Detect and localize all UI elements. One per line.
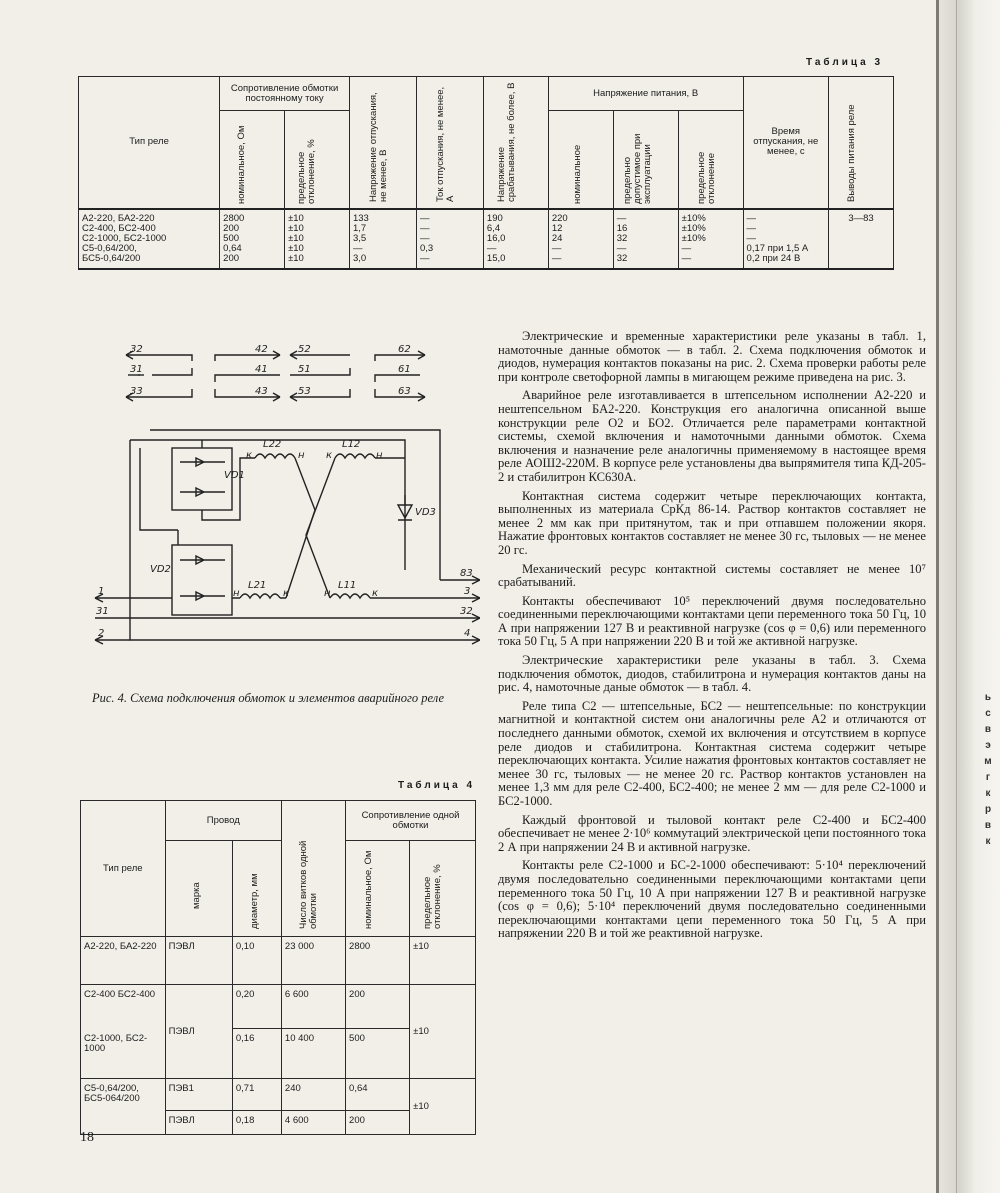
relay-circuit-diagram xyxy=(80,340,480,670)
label-l11: L11 xyxy=(338,580,357,591)
paragraph: Контакты обеспечивают 10⁵ переключений двумя последовательно соединенными переключающими контактами цепи переменного тока 50 Гц, 10 А при напряжении 127 В и реактивной нагрузке (cos φ = 0,6) или переменного тока 50 Гц, 5 А при напряжении 220 В и той же активной нагрузке. xyxy=(498,593,926,649)
t3-head-res-nominal: номинальное, Ом xyxy=(220,111,285,209)
label-n-l22: н xyxy=(298,450,305,461)
paragraph: Электрические характеристики реле указаны в табл. 3. Схема подключения обмоток, диодов, стабилитрона и нумерация контактов даны на рис. 4, намоточные даные обмоток — в табл. 4. xyxy=(498,653,926,695)
label-63: 63 xyxy=(398,386,411,397)
terminal-83: 83 xyxy=(460,568,473,579)
terminal-1: 1 xyxy=(98,586,105,597)
table3 xyxy=(78,76,894,270)
t3-head-supply-voltage: Напряжение питания, В xyxy=(548,77,743,111)
t4-head-type: Тип реле xyxy=(81,801,166,937)
t3-col-sv-deviation: ±10% ±10% ±10% — — xyxy=(678,209,743,269)
label-vd2: VD2 xyxy=(150,564,171,575)
label-l21: L21 xyxy=(248,580,267,591)
t4-head-resistance: Сопротивление одной обмотки xyxy=(346,801,476,841)
t3-head-res-deviation: предельное отклонение, % xyxy=(285,111,350,209)
figure-caption: Рис. 4. Схема подключения обмоток и элементов аварийного реле xyxy=(92,691,445,705)
t3-col-release-voltage: 133 1,7 3,5 — 3,0 xyxy=(349,209,416,269)
t3-head-release-voltage: Напряжение отпускания, не менее, В xyxy=(349,77,416,209)
label-k-l22: к xyxy=(246,450,253,461)
label-62: 62 xyxy=(398,344,411,355)
label-n-l12: н xyxy=(376,450,383,461)
table3-caption: Таблица 3 xyxy=(806,57,884,68)
t3-head-sv-deviation: предельное отклонение xyxy=(678,111,743,209)
paragraph: Каждый фронтовой и тыловой контакт реле С2-400 и БС2-400 обеспечивает не менее 2·10⁶ коммутаций электрической цепи постоянного тока 2 А при напряжении 24 В и активной нагрузке. xyxy=(498,812,926,854)
label-n-l21: н xyxy=(233,588,240,599)
t3-col-release-current: — — — 0,3 — xyxy=(416,209,483,269)
table-row: ПЭВЛ 0,18 4 600 200 xyxy=(81,1111,476,1135)
t3-head-release-current: Ток отпускания, не менее, А xyxy=(416,77,483,209)
t3-col-res-nominal: 2800 200 500 0,64 200 xyxy=(220,209,285,269)
paragraph: Контактная система содержит четыре переключающих контакта, выполненных из материала СрКд 86-14. Раствор контактов составляет не менее 2 мм как при притянутом, так и при отпавшем положении якоря. Нажатие фронтовых контактов составляет не менее 30 гс, тыловых — не менее 20 гс. xyxy=(498,488,926,557)
table-row: С5-0,64/200, БС5-064/200 ПЭВ1 0,71 240 0,64 ±10 xyxy=(81,1079,476,1111)
label-k-l11: к xyxy=(372,588,379,599)
terminal-31: 31 xyxy=(96,606,109,617)
paragraph: Реле типа С2 — штепсельные, БС2 — нештепсельные: по конструкции магнитной и контактной систем они аналогичны реле А2 и отличаются от последнего данными обмоток, схемой их включения и отсутствием в корпусе реле диодов и стабилитрона. Контактная система содержит четыре переключающих контакта. Усилие нажатия фронтовых контактов составляет не менее 30 гс, тыловых — не менее 20 гс. Раствор контактов установлен на менее 1,3 мм для реле С2-400, БС2-400; не менее 2 мм — для реле С2-1000 и БС2-1000. xyxy=(498,698,926,808)
t3-head-sv-max: предельно допустимое при эксплуатации xyxy=(613,111,678,209)
page-edge xyxy=(936,0,939,1193)
label-vd1: VD1 xyxy=(224,470,245,481)
page-edge-secondary xyxy=(956,0,957,1193)
paragraph: Контакты реле С2-1000 и БС-2-1000 обеспечивают: 5·10⁴ переключений двумя последовательно соединенными переключающими контактами цепи переменного тока 50 Гц, 10 А при напряжении 127 В и реактивной нагрузке (cos φ = 0,6); 5·10⁴ переключений двумя последовательно соединенными переключающими контактами цепи переменного тока 50 Гц, 5 А при напряжении 220 В и той же реактивной нагрузке. xyxy=(498,858,926,941)
label-41: 41 xyxy=(255,364,268,375)
label-43: 43 xyxy=(255,386,268,397)
t4-head-turns: Число витков одной обмотки xyxy=(281,801,345,937)
terminal-4: 4 xyxy=(464,628,471,639)
t3-col-operate-voltage: 190 6,4 16,0 — 15,0 xyxy=(483,209,548,269)
terminal-2: 2 xyxy=(98,628,105,639)
table-row: С2-1000, БС2-1000 0,16 10 400 500 xyxy=(81,1029,476,1079)
t3-head-release-time: Время отпускания, не менее, с xyxy=(743,77,829,209)
table4 xyxy=(80,800,476,1135)
paragraph: Аварийное реле изготавливается в штепсельном исполнении А2-220 и нештепсельном БА2-220. Конструкция его аналогична описанной выше конструкции реле О2 и БО2. Отличается реле параметрами контактной системы, схемой включения и намоточными данными обмоток. Схема включения и назначение реле аналогичны применяемому в настоящее время реле АОШ2-220М. В корпусе реле установлены два выпрямителя типа КД-205-2 и стабилитрон КС630А. xyxy=(498,388,926,484)
label-33: 33 xyxy=(130,386,143,397)
t3-col-leads: 3—83 xyxy=(829,209,894,269)
t3-col-type: А2-220, БА2-220 С2-400, БС2-400 С2-1000, БС2-1000 С5-0,64/200, БС5-0,64/200 xyxy=(79,209,220,269)
label-61: 61 xyxy=(398,364,411,375)
label-k-l21: к xyxy=(283,588,290,599)
label-52: 52 xyxy=(298,344,311,355)
label-l22: L22 xyxy=(263,439,282,450)
label-53: 53 xyxy=(298,386,311,397)
terminal-3: 3 xyxy=(464,586,471,597)
t4-head-res-nominal: номинальное, Ом xyxy=(346,841,410,937)
facing-page-fragments: ь с в э м г к р в к xyxy=(984,692,992,847)
t3-col-res-deviation: ±10 ±10 ±10 ±10 ±10 xyxy=(285,209,350,269)
label-31: 31 xyxy=(130,364,143,375)
table-row: А2-220, БА2-220 ПЭВЛ 0,10 23 000 2800 ±10 xyxy=(81,937,476,985)
t3-head-sv-nominal: номинальное xyxy=(548,111,613,209)
t4-head-diameter: диаметр, мм xyxy=(232,841,281,937)
page-number: 18 xyxy=(80,1130,94,1145)
t4-head-res-deviation: предельное отклонение, % xyxy=(410,841,476,937)
t3-col-sv-nominal: 220 12 24 — — xyxy=(548,209,613,269)
t3-head-operate-voltage: Напряжение срабатывания, не более, В xyxy=(483,77,548,209)
t3-head-resistance: Сопротивление обмотки постоянному току xyxy=(220,77,350,111)
terminal-32: 32 xyxy=(460,606,473,617)
t3-col-sv-max: — 16 32 — 32 xyxy=(613,209,678,269)
label-n-l11: н xyxy=(324,588,331,599)
t4-head-mark: марка xyxy=(165,841,232,937)
label-l12: L12 xyxy=(342,439,361,450)
paragraph: Механический ресурс контактной системы составляет не менее 10⁷ срабатываний. xyxy=(498,561,926,590)
paragraph: Электрические и временные характеристики реле указаны в табл. 1, намоточные данные обмоток — в табл. 2. Схема подключения обмоток и диодов, нумерация контактов показаны на рис. 2. Схема проверки работы реле при контроле светофорной лампы в мигающем режиме приведена на рис. 3. xyxy=(498,329,926,384)
t3-head-type: Тип реле xyxy=(79,77,220,209)
body-text xyxy=(498,330,926,946)
label-42: 42 xyxy=(255,344,268,355)
label-32: 32 xyxy=(130,344,143,355)
label-51: 51 xyxy=(298,364,311,375)
table-row: С2-400 БС2-400 ПЭВЛ 0,20 6 600 200 ±10 xyxy=(81,985,476,1029)
table4-caption: Таблица 4 xyxy=(398,780,476,791)
facing-page-shadow xyxy=(938,0,1000,1193)
label-vd3: VD3 xyxy=(415,507,436,518)
label-k-l12: к xyxy=(326,450,333,461)
t4-head-wire: Провод xyxy=(165,801,281,841)
t3-head-leads: Выводы питания реле xyxy=(829,77,894,209)
t3-col-release-time: — — — 0,17 при 1,5 А 0,2 при 24 В xyxy=(743,209,829,269)
